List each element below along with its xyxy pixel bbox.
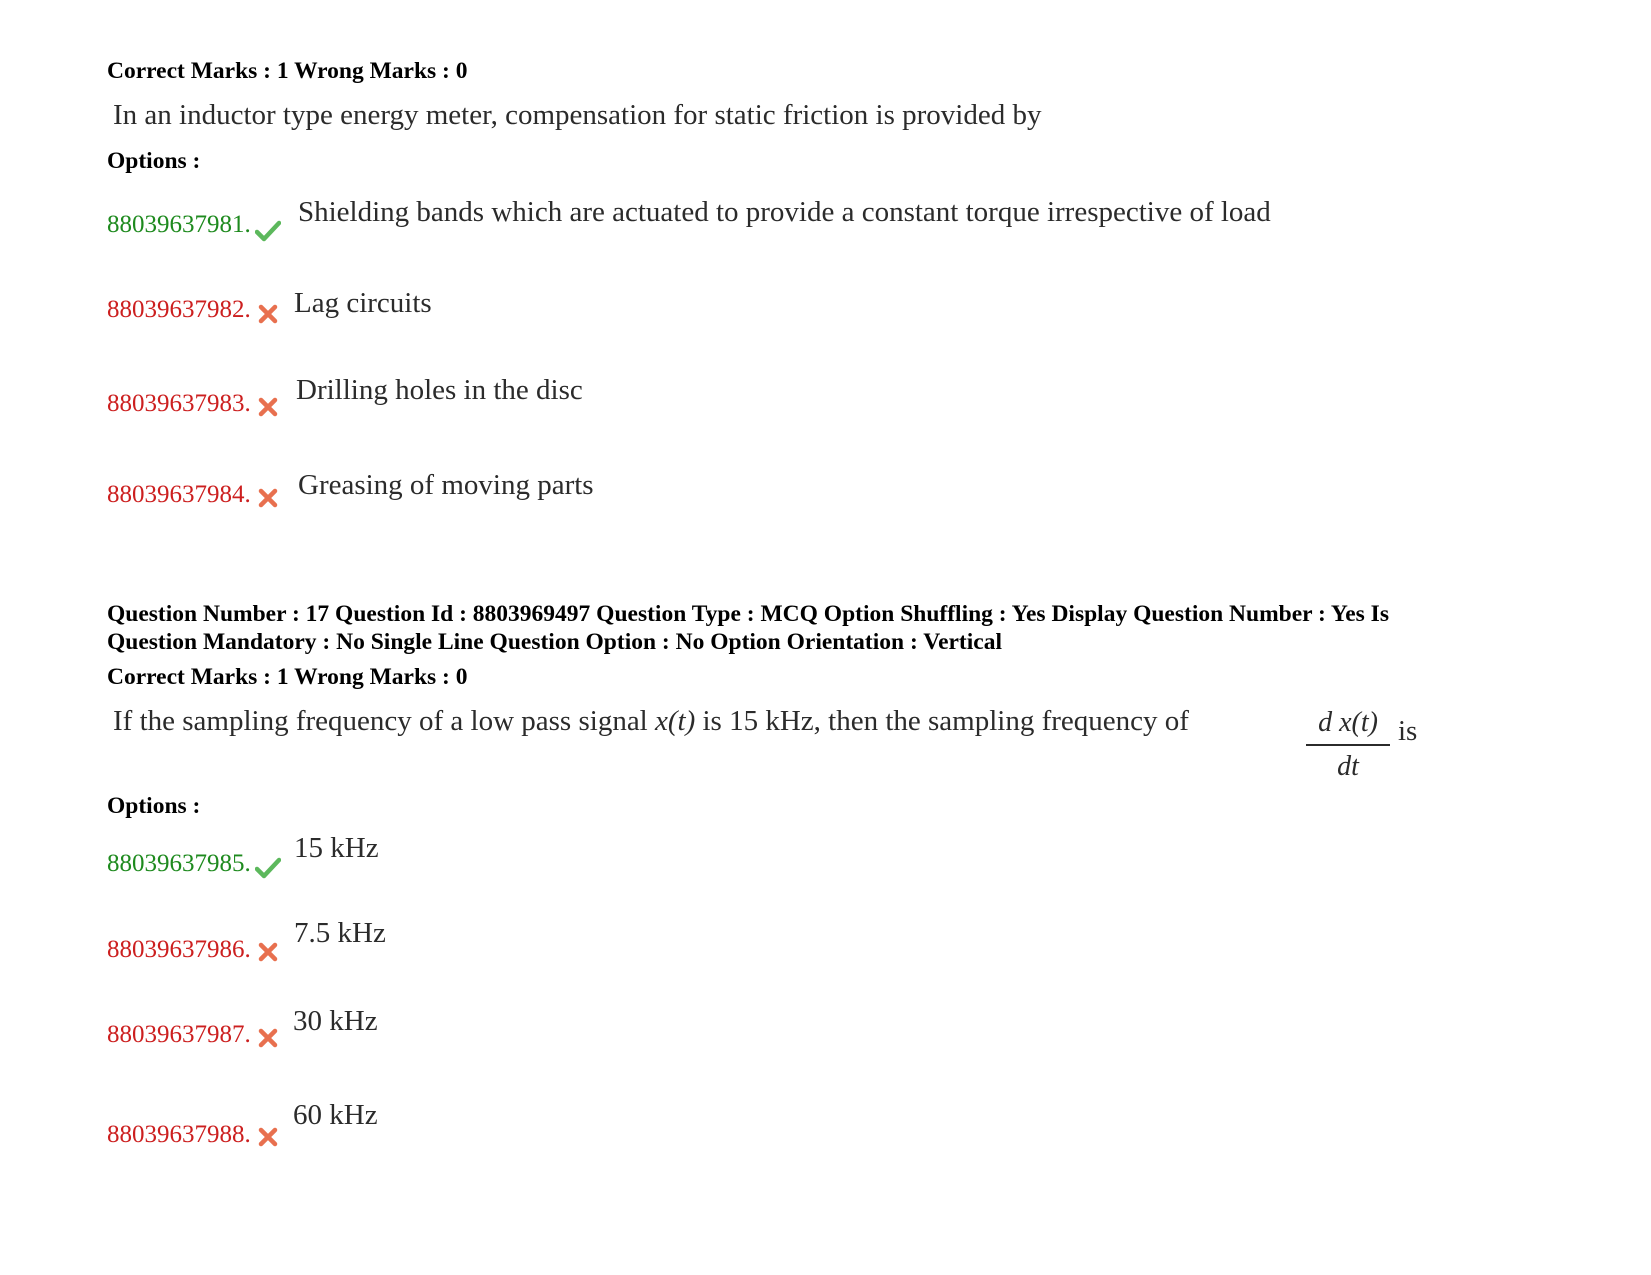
q17-marks: Correct Marks : 1 Wrong Marks : 0 [107,664,468,690]
cross-icon [256,1027,282,1051]
question-text-middle: is 15 kHz, then the sampling frequency of [702,705,1189,737]
question-text-after: is [1398,715,1418,747]
cross-icon [256,396,282,420]
q17-question-text [113,705,1189,738]
option-id: 88039637983. [107,390,251,417]
option-id: 88039637981. [107,211,251,238]
question-text-before: If the sampling frequency of a low pass signal [113,705,648,737]
check-icon [255,219,281,243]
fraction-bar [1306,744,1390,746]
option-id: 88039637987. [107,1021,251,1048]
option-id: 88039637982. [107,296,251,323]
option-id: 88039637985. [107,850,251,877]
option-id: 88039637984. [107,481,251,508]
option-text: Lag circuits [294,287,432,319]
cross-icon [256,303,282,327]
cross-icon [256,487,282,511]
q17-options-label: Options : [107,793,201,819]
option-text: Drilling holes in the disc [296,374,583,406]
fraction-denominator: dt [1337,751,1359,782]
q17-header-line2: Question Mandatory : No Single Line Question Option : No Option Orientation : Vertical [107,629,1002,655]
cross-icon [256,941,282,965]
option-text: Shielding bands which are actuated to provide a constant torque irrespective of load [298,196,1271,228]
option-text: Greasing of moving parts [298,469,594,501]
option-text: 60 kHz [293,1099,378,1131]
q17-header-line1: Question Number : 17 Question Id : 8803969497 Question Type : MCQ Option Shuffling : Yes Display Question Number : Yes Is [107,601,1389,627]
option-id: 88039637988. [107,1121,251,1148]
derivative-fraction [1306,706,1390,782]
option-text: 30 kHz [293,1005,378,1037]
q16-marks: Correct Marks : 1 Wrong Marks : 0 [107,58,468,84]
check-icon [255,856,281,880]
q16-options-label: Options : [107,148,201,174]
option-text: 15 kHz [294,832,379,864]
option-id: 88039637986. [107,936,251,963]
math-variable: x(t) [655,705,696,737]
cross-icon [256,1126,282,1150]
fraction-numerator: d x(t) [1318,707,1378,738]
option-text: 7.5 kHz [294,917,386,949]
q16-question-text: In an inductor type energy meter, compensation for static friction is provided by [113,99,1042,131]
